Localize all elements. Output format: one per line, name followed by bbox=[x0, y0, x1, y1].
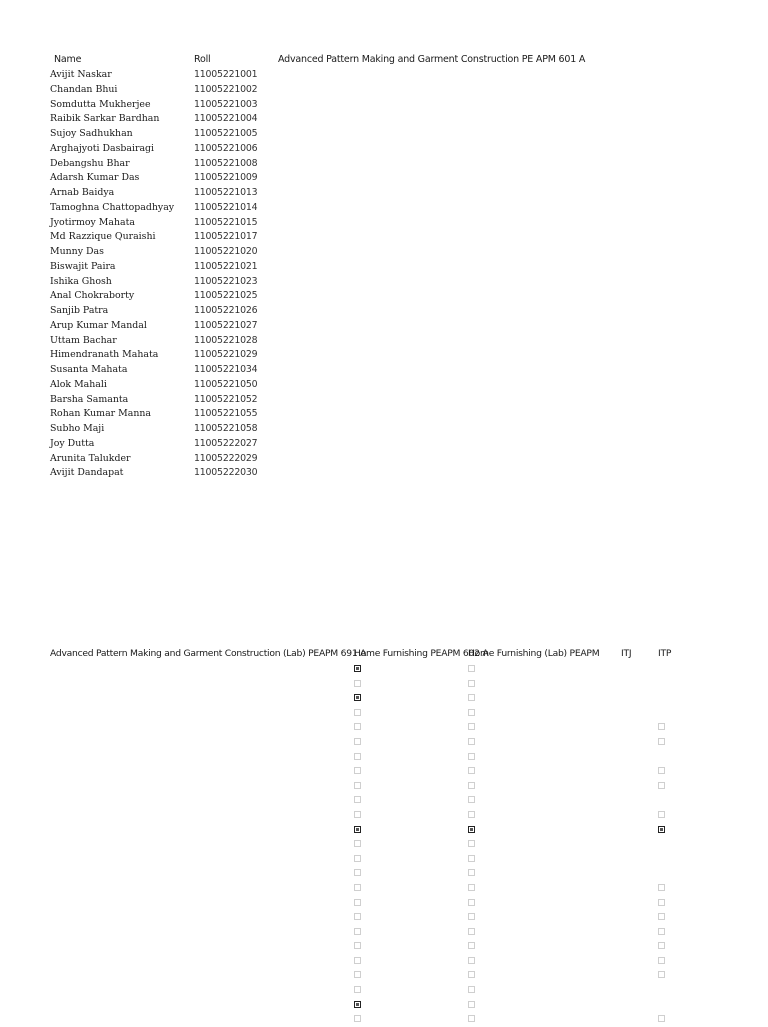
home-furnishing-checkbox[interactable] bbox=[468, 811, 475, 818]
student-roll: 11005221052 bbox=[194, 393, 258, 405]
student-row bbox=[0, 364, 768, 379]
apm-lab-checkbox[interactable] bbox=[354, 942, 361, 949]
itp-checkbox[interactable] bbox=[658, 723, 665, 730]
student-name: Munny Das bbox=[50, 246, 104, 257]
student-name: Md Razzique Quraishi bbox=[50, 231, 156, 243]
home-furnishing-checkbox[interactable] bbox=[468, 796, 475, 803]
student-roll: 11005221005 bbox=[194, 128, 258, 139]
apm-lab-checkbox[interactable] bbox=[354, 1015, 361, 1022]
itp-checkbox[interactable] bbox=[658, 913, 665, 920]
apm-lab-checkbox[interactable] bbox=[354, 694, 361, 701]
student-row bbox=[0, 99, 768, 114]
home-furnishing-checkbox[interactable] bbox=[468, 738, 475, 745]
student-roll: 11005221050 bbox=[194, 378, 258, 390]
home-furnishing-checkbox[interactable] bbox=[468, 971, 475, 978]
checkbox-row bbox=[0, 983, 768, 998]
student-name: Arunita Talukder bbox=[50, 452, 131, 464]
student-row bbox=[0, 172, 768, 187]
itp-checkbox[interactable] bbox=[658, 971, 665, 978]
student-roll: 11005221027 bbox=[194, 319, 258, 331]
student-row bbox=[0, 231, 768, 246]
student-roll: 11005221009 bbox=[194, 172, 258, 184]
itp-checkbox[interactable] bbox=[658, 738, 665, 745]
student-row bbox=[0, 453, 768, 468]
student-name: Sanjib Patra bbox=[50, 305, 109, 316]
checkbox-row bbox=[0, 925, 768, 940]
apm-lab-checkbox[interactable] bbox=[354, 957, 361, 964]
student-name: Arup Kumar Mandal bbox=[50, 319, 147, 331]
home-furnishing-checkbox[interactable] bbox=[468, 782, 475, 789]
apm-lab-checkbox[interactable] bbox=[354, 855, 361, 862]
student-row bbox=[0, 438, 768, 453]
student-row bbox=[0, 290, 768, 305]
student-row bbox=[0, 143, 768, 158]
student-roll: 11005221014 bbox=[194, 201, 258, 213]
checkbox-row bbox=[0, 1012, 768, 1027]
checkbox-row bbox=[0, 939, 768, 954]
student-row bbox=[0, 261, 768, 276]
itp-checkbox[interactable] bbox=[658, 884, 665, 891]
student-name: Avijit Dandapat bbox=[50, 467, 124, 479]
checkbox-grid bbox=[0, 662, 768, 1027]
itp-checkbox[interactable] bbox=[658, 1015, 665, 1022]
checkbox-row bbox=[0, 662, 768, 677]
student-row bbox=[0, 408, 768, 423]
home-furnishing-checkbox[interactable] bbox=[468, 767, 475, 774]
student-row bbox=[0, 349, 768, 364]
student-name: Subho Maji bbox=[50, 423, 105, 434]
student-row bbox=[0, 158, 768, 173]
student-roll: 11005221055 bbox=[194, 408, 258, 420]
student-row bbox=[0, 84, 768, 99]
student-roll: 11005221015 bbox=[194, 216, 258, 228]
itp-checkbox[interactable] bbox=[658, 928, 665, 935]
apm-lab-checkbox[interactable] bbox=[354, 986, 361, 993]
checkbox-row bbox=[0, 720, 768, 735]
student-name: Arnab Baidya bbox=[50, 187, 115, 198]
student-roll: 11005221017 bbox=[194, 231, 258, 243]
itp-checkbox[interactable] bbox=[658, 957, 665, 964]
student-roll: 11005221034 bbox=[194, 364, 258, 375]
checkbox-row bbox=[0, 808, 768, 823]
student-name: Anal Chokraborty bbox=[50, 290, 135, 302]
apm-lab-checkbox[interactable] bbox=[354, 913, 361, 920]
student-row bbox=[0, 202, 768, 217]
checkbox-row bbox=[0, 706, 768, 721]
column-header-home-furnishing-lab: Home Furnishing (Lab) PEAPM bbox=[468, 648, 600, 659]
checkbox-row bbox=[0, 954, 768, 969]
apm-lab-checkbox[interactable] bbox=[354, 826, 361, 833]
home-furnishing-checkbox[interactable] bbox=[468, 869, 475, 876]
apm-lab-checkbox[interactable] bbox=[354, 928, 361, 935]
column-header-course: Advanced Pattern Making and Garment Construction PE APM 601 A bbox=[278, 54, 586, 65]
checkbox-row bbox=[0, 764, 768, 779]
student-name: Joy Dutta bbox=[50, 437, 95, 449]
apm-lab-checkbox[interactable] bbox=[354, 665, 361, 672]
checkbox-row bbox=[0, 896, 768, 911]
home-furnishing-checkbox[interactable] bbox=[468, 928, 475, 935]
home-furnishing-checkbox[interactable] bbox=[468, 1001, 475, 1008]
student-name: Chandan Bhui bbox=[50, 83, 118, 95]
apm-lab-checkbox[interactable] bbox=[354, 767, 361, 774]
checkbox-row bbox=[0, 793, 768, 808]
student-name: Somdutta Mukherjee bbox=[50, 98, 151, 110]
student-roll: 11005221023 bbox=[194, 275, 258, 287]
apm-lab-checkbox[interactable] bbox=[354, 1001, 361, 1008]
itp-checkbox[interactable] bbox=[658, 782, 665, 789]
checkbox-row bbox=[0, 750, 768, 765]
student-name: Jyotirmoy Mahata bbox=[50, 216, 135, 228]
student-roll: 11005221028 bbox=[194, 334, 258, 346]
itp-checkbox[interactable] bbox=[658, 826, 665, 833]
student-name: Himendranath Mahata bbox=[50, 349, 159, 361]
column-header-home-furnishing: Home Furnishing PEAPM 602 A bbox=[354, 648, 489, 659]
student-roll: 11005221013 bbox=[194, 187, 258, 198]
student-roll: 11005221058 bbox=[194, 423, 258, 434]
checkbox-row bbox=[0, 998, 768, 1013]
checkbox-row bbox=[0, 735, 768, 750]
student-row bbox=[0, 128, 768, 143]
student-roll: 11005221001 bbox=[194, 69, 258, 80]
home-furnishing-checkbox[interactable] bbox=[468, 665, 475, 672]
checkbox-row bbox=[0, 866, 768, 881]
student-name: Avijit Naskar bbox=[50, 69, 112, 80]
itp-checkbox[interactable] bbox=[658, 767, 665, 774]
column-header-roll: Roll bbox=[194, 54, 211, 65]
student-row bbox=[0, 69, 768, 84]
student-roll: 11005222029 bbox=[194, 452, 258, 464]
student-roll: 11005221020 bbox=[194, 246, 258, 257]
student-row bbox=[0, 246, 768, 261]
apm-lab-checkbox[interactable] bbox=[354, 723, 361, 730]
apm-lab-checkbox[interactable] bbox=[354, 884, 361, 891]
column-header-itp: ITP bbox=[658, 648, 672, 659]
apm-lab-checkbox[interactable] bbox=[354, 899, 361, 906]
itp-checkbox[interactable] bbox=[658, 811, 665, 818]
student-row bbox=[0, 335, 768, 350]
checkbox-row bbox=[0, 691, 768, 706]
home-furnishing-checkbox[interactable] bbox=[468, 986, 475, 993]
column-header-itj: ITJ bbox=[621, 648, 632, 659]
student-name: Tamoghna Chattopadhyay bbox=[50, 201, 175, 213]
student-name: Barsha Samanta bbox=[50, 393, 129, 405]
student-name: Adarsh Kumar Das bbox=[50, 172, 140, 184]
home-furnishing-checkbox[interactable] bbox=[468, 840, 475, 847]
column-header-name: Name bbox=[54, 54, 82, 65]
home-furnishing-checkbox[interactable] bbox=[468, 913, 475, 920]
itp-checkbox[interactable] bbox=[658, 899, 665, 906]
checkbox-row bbox=[0, 779, 768, 794]
student-name: Biswajit Paira bbox=[50, 260, 116, 272]
home-furnishing-checkbox[interactable] bbox=[468, 694, 475, 701]
home-furnishing-checkbox[interactable] bbox=[468, 723, 475, 730]
student-row bbox=[0, 379, 768, 394]
student-list bbox=[0, 69, 768, 482]
student-name: Susanta Mahata bbox=[50, 364, 128, 375]
student-name: Debangshu Bhar bbox=[50, 157, 130, 169]
student-name: Ishika Ghosh bbox=[50, 275, 112, 287]
student-roll: 11005221003 bbox=[194, 98, 258, 110]
home-furnishing-checkbox[interactable] bbox=[468, 1015, 475, 1022]
home-furnishing-checkbox[interactable] bbox=[468, 884, 475, 891]
apm-lab-checkbox[interactable] bbox=[354, 782, 361, 789]
student-row bbox=[0, 320, 768, 335]
apm-lab-checkbox[interactable] bbox=[354, 738, 361, 745]
apm-lab-checkbox[interactable] bbox=[354, 796, 361, 803]
checkbox-row bbox=[0, 852, 768, 867]
checkbox-row bbox=[0, 823, 768, 838]
student-roll: 11005221004 bbox=[194, 113, 258, 125]
student-roll: 11005221002 bbox=[194, 83, 258, 95]
apm-lab-checkbox[interactable] bbox=[354, 709, 361, 716]
home-furnishing-checkbox[interactable] bbox=[468, 826, 475, 833]
student-name: Sujoy Sadhukhan bbox=[50, 128, 133, 139]
student-row bbox=[0, 467, 768, 482]
student-name: Raibik Sarkar Bardhan bbox=[50, 113, 160, 125]
home-furnishing-checkbox[interactable] bbox=[468, 899, 475, 906]
apm-lab-checkbox[interactable] bbox=[354, 753, 361, 760]
checkbox-row bbox=[0, 837, 768, 852]
itp-checkbox[interactable] bbox=[658, 942, 665, 949]
student-row bbox=[0, 305, 768, 320]
student-name: Alok Mahali bbox=[50, 378, 107, 390]
home-furnishing-checkbox[interactable] bbox=[468, 942, 475, 949]
student-roll: 11005221029 bbox=[194, 349, 258, 361]
apm-lab-checkbox[interactable] bbox=[354, 971, 361, 978]
home-furnishing-checkbox[interactable] bbox=[468, 855, 475, 862]
home-furnishing-checkbox[interactable] bbox=[468, 709, 475, 716]
student-roll: 11005222030 bbox=[194, 467, 258, 479]
home-furnishing-checkbox[interactable] bbox=[468, 957, 475, 964]
student-row bbox=[0, 187, 768, 202]
student-roll: 11005222027 bbox=[194, 437, 258, 449]
student-roll: 11005221025 bbox=[194, 290, 258, 302]
student-row bbox=[0, 217, 768, 232]
apm-lab-checkbox[interactable] bbox=[354, 869, 361, 876]
student-name: Arghajyoti Dasbairagi bbox=[50, 142, 155, 154]
checkbox-row bbox=[0, 968, 768, 983]
column-header-apm-lab: Advanced Pattern Making and Garment Construction (Lab) PEAPM 691 A bbox=[50, 648, 367, 659]
home-furnishing-checkbox[interactable] bbox=[468, 680, 475, 687]
student-roll: 11005221008 bbox=[194, 157, 258, 169]
student-row bbox=[0, 423, 768, 438]
apm-lab-checkbox[interactable] bbox=[354, 811, 361, 818]
checkbox-row bbox=[0, 881, 768, 896]
student-roll: 11005221006 bbox=[194, 142, 258, 154]
student-row bbox=[0, 113, 768, 128]
apm-lab-checkbox[interactable] bbox=[354, 680, 361, 687]
apm-lab-checkbox[interactable] bbox=[354, 840, 361, 847]
checkbox-row bbox=[0, 677, 768, 692]
checkbox-row bbox=[0, 910, 768, 925]
student-name: Uttam Bachar bbox=[50, 334, 117, 346]
student-name: Rohan Kumar Manna bbox=[50, 408, 151, 420]
student-roll: 11005221021 bbox=[194, 260, 258, 272]
student-row bbox=[0, 276, 768, 291]
home-furnishing-checkbox[interactable] bbox=[468, 753, 475, 760]
student-row bbox=[0, 394, 768, 409]
student-roll: 11005221026 bbox=[194, 305, 258, 316]
